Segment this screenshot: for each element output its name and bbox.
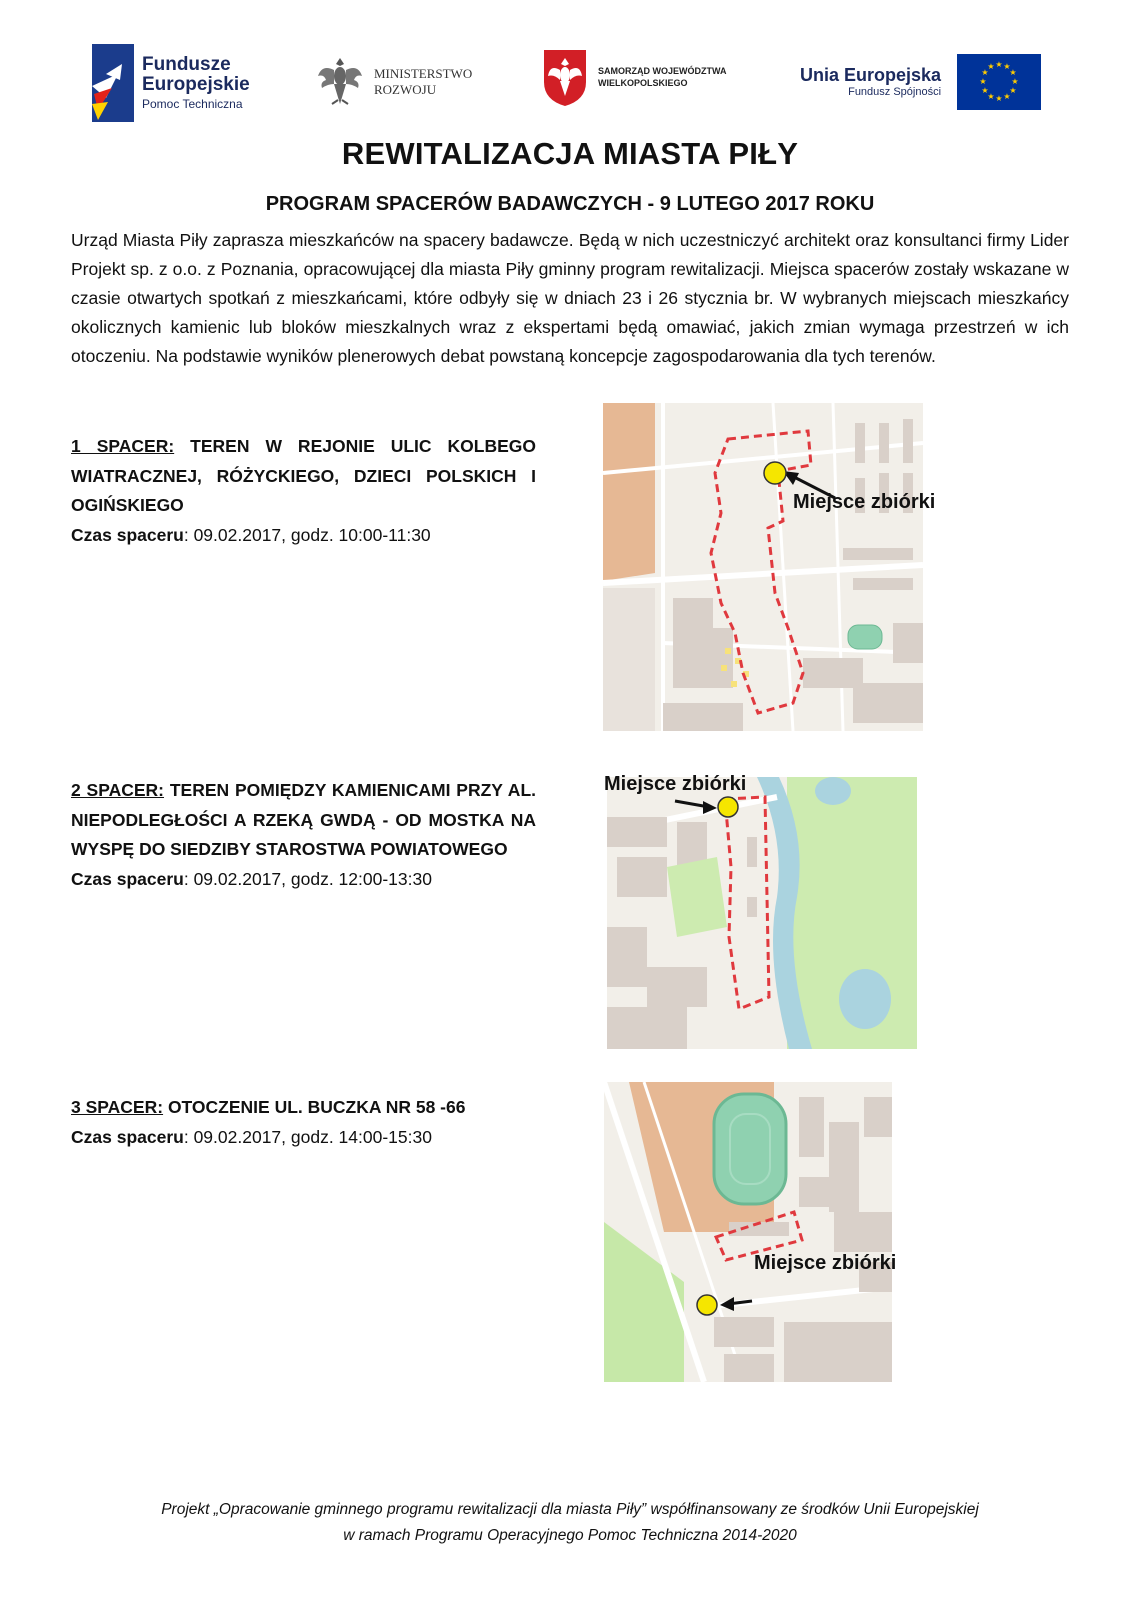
svg-text:★: ★ bbox=[981, 86, 989, 95]
svg-text:★: ★ bbox=[1009, 86, 1017, 95]
svg-text:★: ★ bbox=[981, 68, 989, 77]
svg-text:★: ★ bbox=[1003, 92, 1011, 101]
walk-3-heading bbox=[71, 1093, 536, 1123]
intro-paragraph: Urząd Miasta Piły zaprasza mieszkańców na spacery badawcze. Będą w nich uczestniczyć architekt oraz konsultanci firmy Lider Projekt sp. z o.o. z Poznania, opracowującej dla miasta Piły gminny program rewitalizacji. Miejsca spacerów zostały wskazane w czasie otwartych spotkań z mieszkańcami, które odbyły się w dniach 23 i 26 stycznia br. W wybranych miejscach mieszkańcy okolicznych kamienic lub bloków mieszkalnych wraz z ekspertami będą omawiać, jakich zmian wymaga przestrzeń w ich otoczeniu. Na podstawie wyników plenerowych debat powstaną koncepcje zagospodarowania dla tych terenów. bbox=[71, 230, 1069, 366]
unia-logo-line2: Fundusz Spójności bbox=[848, 86, 942, 99]
walk-3-time-label: Czas spaceru bbox=[71, 1126, 184, 1147]
footer-line-1: Projekt „Opracowanie gminnego programu rewitalizacji dla miasta Piły” współfinansowany ze środków Unii Europejskiej bbox=[161, 1501, 979, 1518]
walk-3-time bbox=[71, 1123, 536, 1153]
walk-3-map bbox=[604, 1082, 897, 1382]
walk-2-time-label: Czas spaceru bbox=[71, 868, 184, 889]
unia-europejska-logo bbox=[800, 54, 1041, 110]
logo-bar bbox=[74, 36, 1066, 126]
walk-1-description: TEREN W REJONIE ULIC KOLBEGO WIATRACZNEJ, RÓŻYCKIEGO, DZIECI POLSKICH I OGIŃSKIEGO bbox=[71, 436, 536, 515]
walk-3-description: OTOCZENIE UL. BUCZKA NR 58 -66 bbox=[167, 1097, 466, 1117]
wielkopolska-coat-of-arms-icon bbox=[542, 48, 588, 108]
fundusze-logo-line1: Fundusze bbox=[142, 54, 231, 76]
ministerstwo-logo-line1: MINISTERSTWO bbox=[374, 66, 473, 82]
walk-2-map bbox=[604, 773, 917, 1049]
walk-2-description: TEREN POMIĘDZY KAMIENICAMI PRZY AL. NIEPODLEGŁOŚCI A RZEKĄ GWDĄ - OD MOSTKA NA WYSPĘ DO SIEDZIBY STAROSTWA POWIATOWEGO bbox=[71, 780, 536, 859]
walk-3-label: 3 SPACER: bbox=[71, 1097, 164, 1117]
walk-2-meeting-point-label: Miejsce zbiórki bbox=[604, 773, 747, 795]
fundusze-logo-line3: Pomoc Techniczna bbox=[142, 97, 243, 112]
walk-1-map bbox=[603, 403, 936, 731]
svg-text:★: ★ bbox=[1011, 77, 1019, 86]
svg-text:★: ★ bbox=[979, 77, 987, 86]
samorzad-wojewodztwa-logo bbox=[542, 48, 727, 108]
samorzad-logo-line2: WIELKOPOLSKIEGO bbox=[598, 78, 688, 88]
walk-3 bbox=[71, 1093, 536, 1152]
page-title: REWITALIZACJA MIASTA PIŁY bbox=[341, 136, 799, 171]
samorzad-logo-line1: SAMORZĄD WOJEWÓDZTWA bbox=[598, 66, 727, 77]
walk-2 bbox=[71, 776, 536, 894]
walk-1-time-label: Czas spaceru bbox=[71, 524, 184, 545]
svg-text:★: ★ bbox=[995, 60, 1003, 69]
svg-text:★: ★ bbox=[1003, 62, 1011, 71]
footer-line-2: w ramach Programu Operacyjnego Pomoc Techniczna 2014-2020 bbox=[343, 1527, 797, 1544]
svg-text:★: ★ bbox=[1009, 68, 1017, 77]
walk-1-heading bbox=[71, 432, 536, 521]
walk-3-time-value: : 09.02.2017, godz. 14:00-15:30 bbox=[183, 1126, 432, 1147]
walk-1-time-value: : 09.02.2017, godz. 10:00-11:30 bbox=[183, 524, 431, 545]
walk-2-heading bbox=[71, 776, 536, 865]
walk-1-map-image bbox=[603, 403, 923, 731]
fundusze-europejskie-logo bbox=[92, 44, 250, 122]
svg-text:★: ★ bbox=[995, 94, 1003, 103]
walk-2-time bbox=[71, 865, 536, 895]
eu-flag-icon bbox=[957, 54, 1041, 110]
walk-2-label: 2 SPACER: bbox=[71, 780, 165, 800]
ministerstwo-rozwoju-logo bbox=[316, 54, 472, 110]
fundusze-europejskie-flag-icon bbox=[92, 44, 134, 122]
polish-eagle-icon bbox=[316, 54, 364, 110]
walk-1-label: 1 SPACER: bbox=[71, 436, 175, 456]
page-subtitle: PROGRAM SPACERÓW BADAWCZYCH - 9 LUTEGO 2017 ROKU bbox=[265, 193, 875, 215]
unia-logo-line1: Unia Europejska bbox=[800, 64, 942, 85]
svg-text:★: ★ bbox=[987, 92, 995, 101]
footer bbox=[0, 1497, 1140, 1549]
walk-2-map-image bbox=[607, 777, 917, 1049]
walk-3-meeting-point-label: Miejsce zbiórki bbox=[754, 1252, 897, 1274]
ministerstwo-logo-line2: ROZWOJU bbox=[374, 82, 437, 97]
walk-1-time bbox=[71, 521, 536, 551]
walk-2-time-value: : 09.02.2017, godz. 12:00-13:30 bbox=[183, 868, 432, 889]
walk-1 bbox=[71, 432, 536, 550]
walk-1-meeting-point-label: Miejsce zbiórki bbox=[793, 491, 936, 513]
walk-3-map-image bbox=[604, 1082, 892, 1382]
fundusze-logo-line2: Europejskie bbox=[142, 74, 250, 96]
svg-text:★: ★ bbox=[987, 62, 995, 71]
